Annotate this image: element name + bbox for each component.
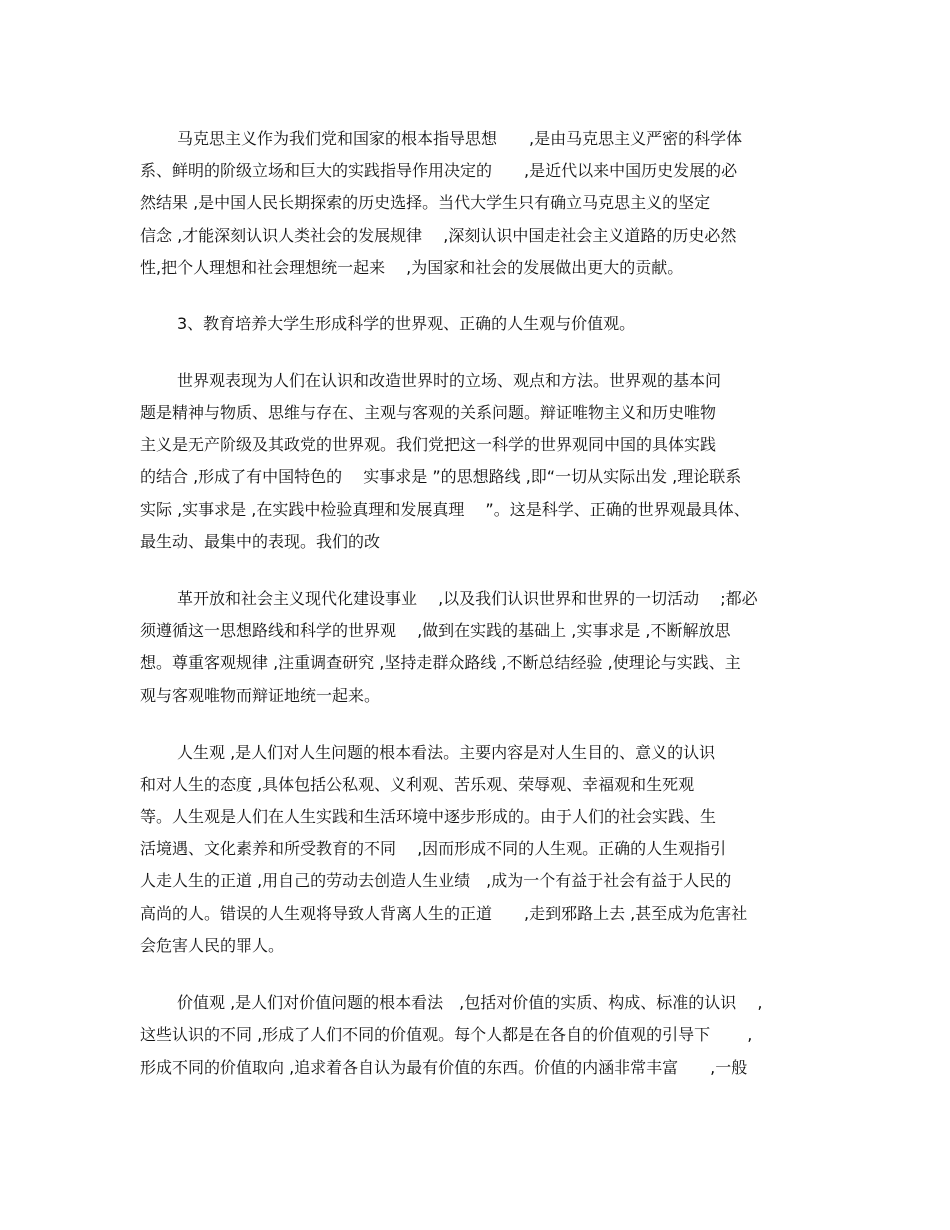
paragraph-5-line-1: 人生观 ,是人们对人生问题的根本看法。主要内容是对人生目的、意义的认识 [177,743,716,762]
paragraph-3-line-6: 最生动、最集中的表现。我们的改 [140,532,381,551]
paragraph-5-line-5: 人走人生的正道 ,用自己的劳动去创造人生业绩 ,成为一个有益于社会有益于人民的 [140,871,732,890]
paragraph-4-line-2: 须遵循这一思想路线和科学的世界观 ,做到在实践的基础上 ,实事求是 ,不断解放思 [140,621,731,640]
paragraph-5-line-2: 和对人生的态度 ,具体包括公私观、义利观、苦乐观、荣辱观、幸福观和生死观 [140,775,695,794]
paragraph-6-line-1: 价值观 ,是人们对价值问题的根本看法 ,包括对价值的实质、构成、标准的认识 , [177,993,763,1012]
paragraph-3-line-1: 世界观表现为人们在认识和改造世界时的立场、观点和方法。世界观的基本问 [177,371,722,390]
paragraph-3-line-5: 实际 ,实事求是 ,在实践中检验真理和发展真理 ”。这是科学、正确的世界观最具体、 [140,500,750,519]
paragraph-5-line-3: 等。人生观是人们在人生实践和生活环境中逐步形成的。由于人们的社会实践、生 [140,807,717,826]
paragraph-1-line-5: 性,把个人理想和社会理想统一起来 ,为国家和社会的发展做出更大的贡献。 [140,258,684,277]
paragraph-1-line-1: 马克思主义作为我们党和国家的根本指导思想 ,是由马克思主义严密的科学体 [177,129,743,148]
paragraph-4-line-3: 想。尊重客观规律 ,注重调查研究 ,坚持走群众路线 ,不断总结经验 ,使理论与实践、主 [140,653,741,672]
paragraph-1-line-2: 系、鲜明的阶级立场和巨大的实践指导作用决定的 ,是近代以来中国历史发展的必 [140,161,738,180]
section-heading-3: 3、教育培养大学生形成科学的世界观、正确的人生观与价值观。 [177,314,636,333]
paragraph-3-line-2: 题是精神与物质、思维与存在、主观与客观的关系问题。辩证唯物主义和历史唯物 [140,403,717,422]
paragraph-1-line-3: 然结果 ,是中国人民长期探索的历史选择。当代大学生只有确立马克思主义的坚定 [140,193,711,212]
paragraph-3-line-3: 主义是无产阶级及其政党的世界观。我们党把这一科学的世界观同中国的具体实践 [140,435,717,454]
paragraph-4-line-1: 革开放和社会主义现代化建设事业 ,以及我们认识世界和世界的一切活动 ;都必 [177,589,758,608]
paragraph-5-line-4: 活境遇、文化素养和所受教育的不同 ,因而形成不同的人生观。正确的人生观指引 [140,839,727,858]
paragraph-6-line-2: 这些认识的不同 ,形成了人们不同的价值观。每个人都是在各自的价值观的引导下 , [140,1025,753,1044]
paragraph-6-line-3: 形成不同的价值取向 ,追求着各自认为最有价值的东西。价值的内涵非常丰富 ,一般 [140,1058,748,1077]
paragraph-4-line-4: 观与客观唯物而辩证地统一起来。 [140,686,381,705]
paragraph-5-line-7: 会危害人民的罪人。 [140,936,285,955]
paragraph-3-line-4: 的结合 ,形成了有中国特色的 实事求是 ”的思想路线 ,即“一切从实际出发 ,理论联系 [140,467,742,486]
paragraph-1-line-4: 信念 ,才能深刻认识人类社会的发展规律 ,深刻认识中国走社会主义道路的历史必然 [140,226,737,245]
paragraph-5-line-6: 高尚的人。错误的人生观将导致人背离人生的正道 ,走到邪路上去 ,甚至成为危害社 [140,904,748,923]
